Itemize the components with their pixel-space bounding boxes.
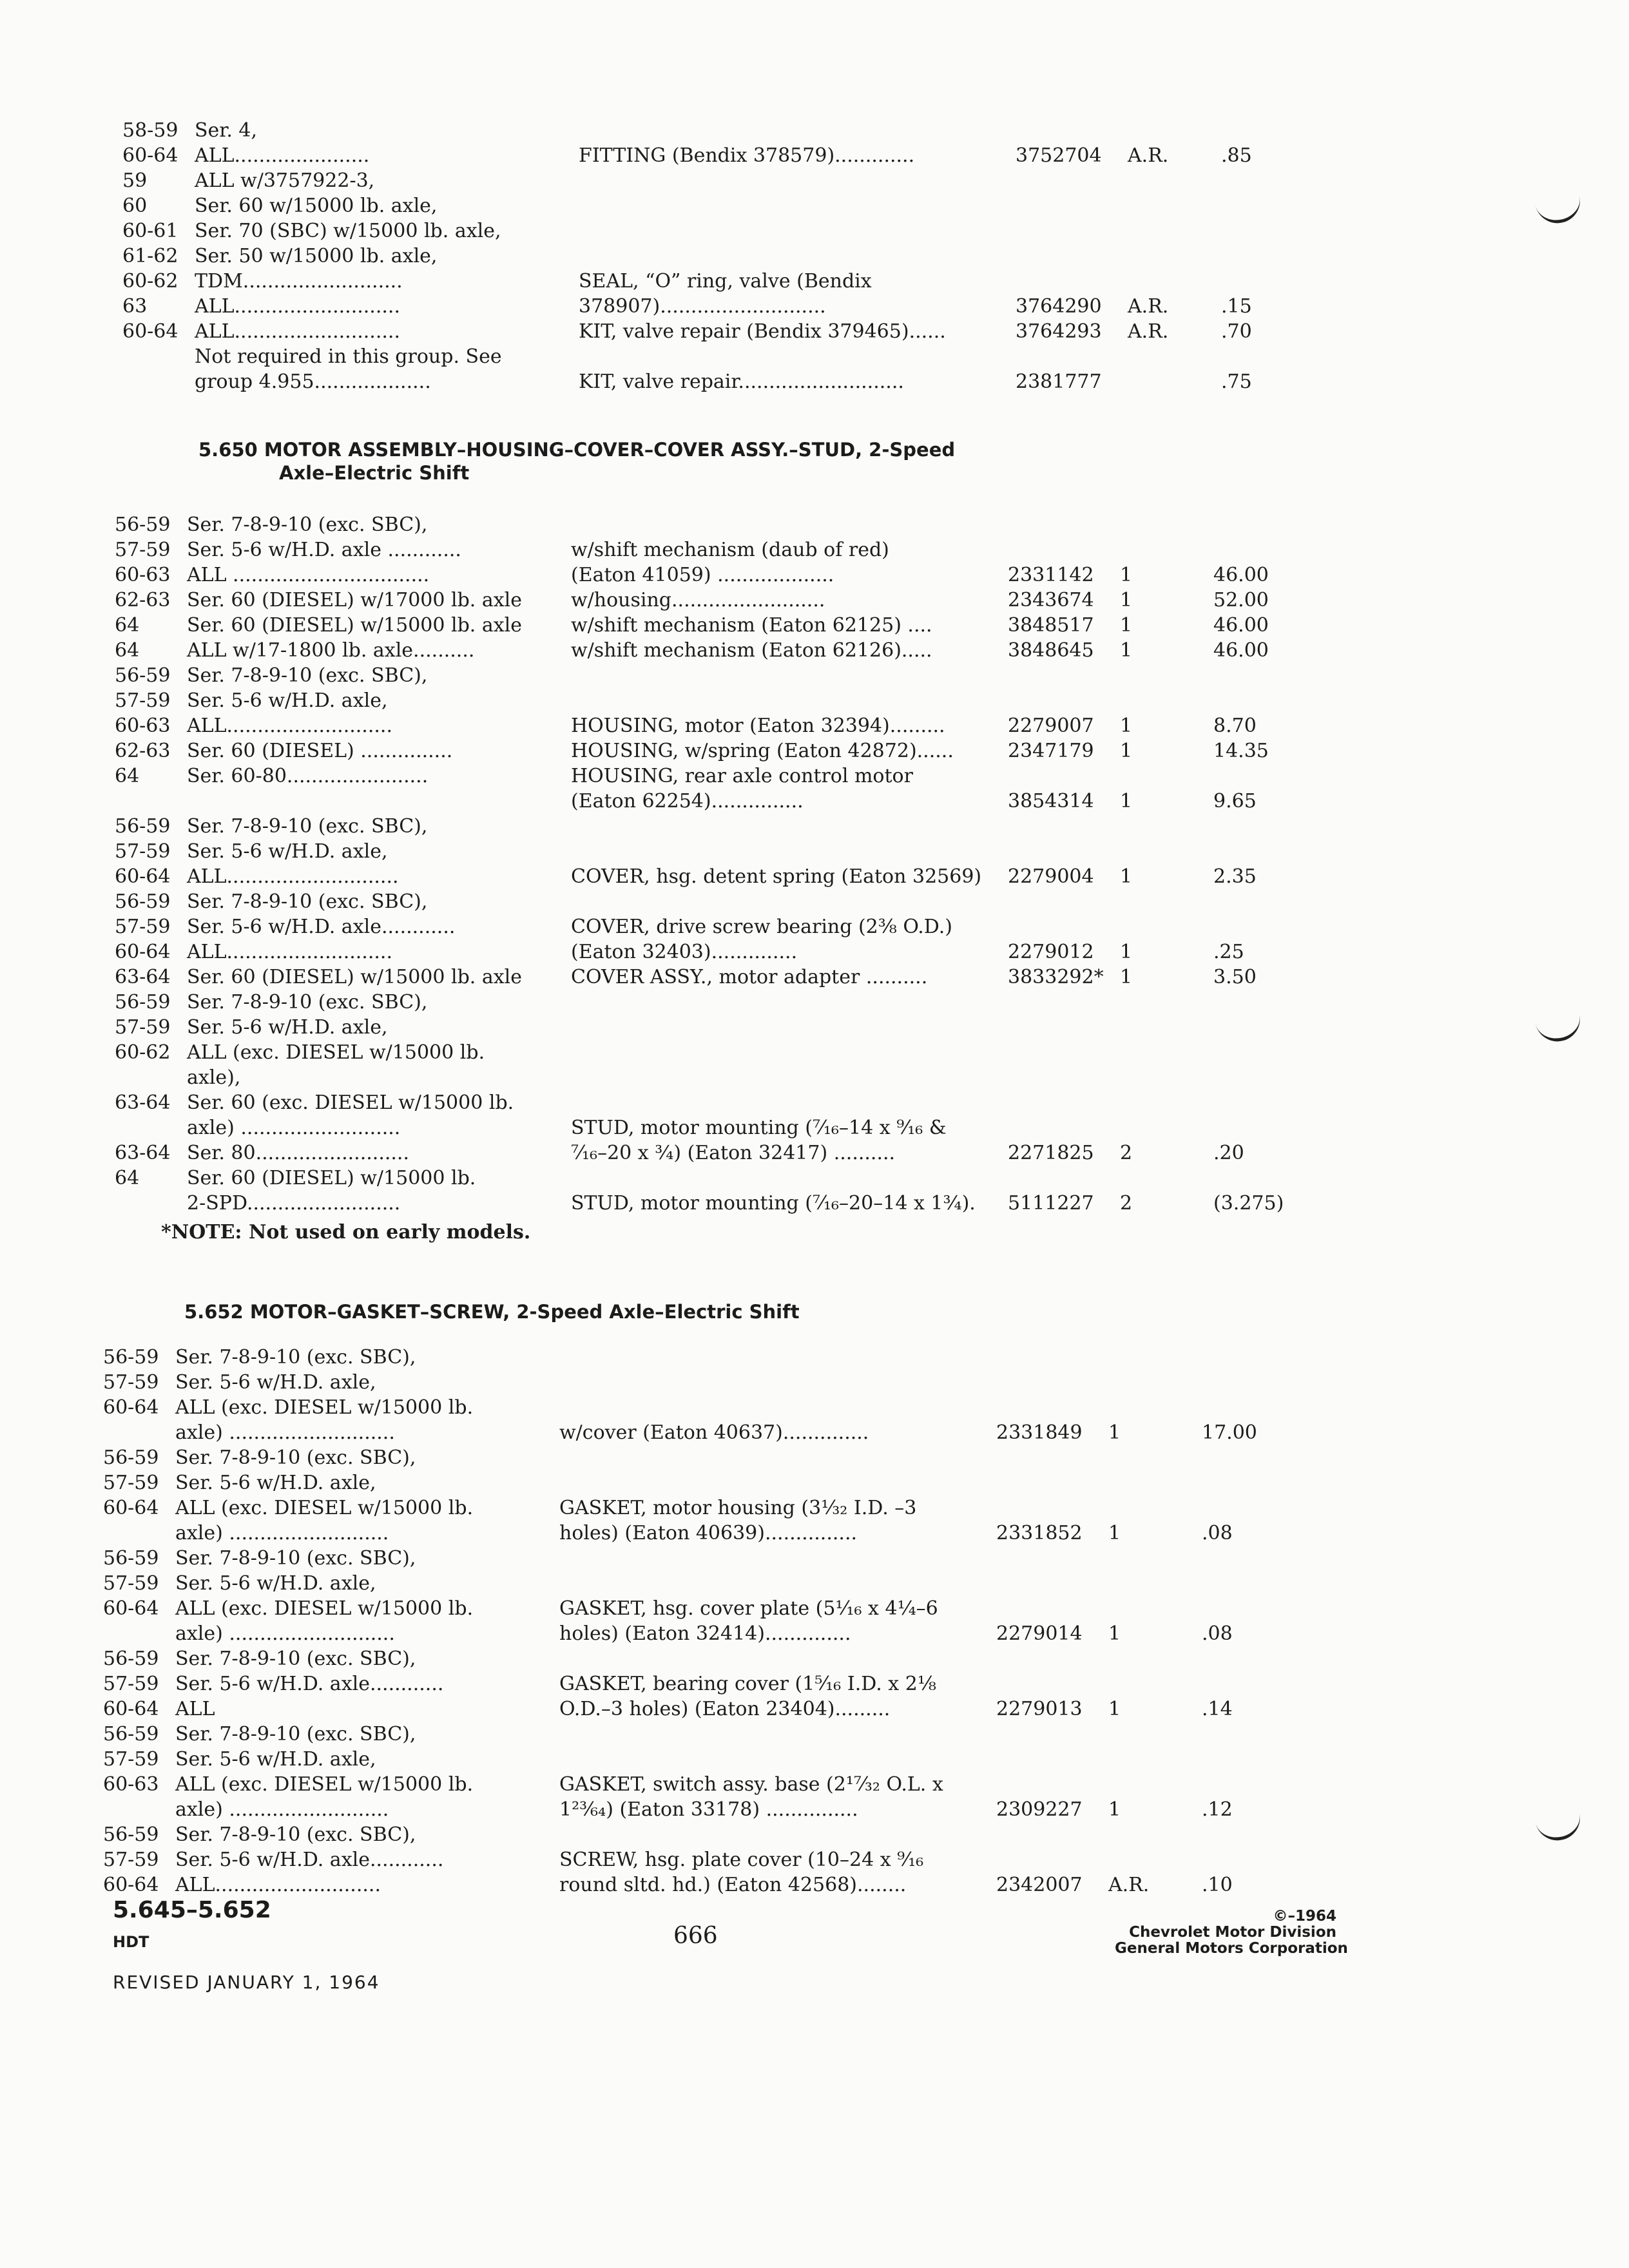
part-number: 2331849 — [996, 1421, 1083, 1444]
top-row — [122, 269, 1282, 294]
part-name: SCREW, hsg. plate cover (10–24 x ⁹⁄₁₆ — [559, 1849, 924, 1871]
application: Ser. 7-8-9-10 (exc. SBC), — [187, 815, 428, 838]
part-number: 3764293 — [1016, 320, 1102, 343]
price: 17.00 — [1202, 1421, 1257, 1444]
application: ALL w/17-1800 lb. axle.......... — [187, 639, 475, 662]
model-years: 56-59 — [103, 1648, 159, 1670]
sec650-row — [115, 814, 1275, 839]
price: 46.00 — [1213, 639, 1269, 662]
model-years: 56-59 — [115, 815, 171, 838]
model-years: 60-61 — [122, 220, 178, 242]
part-number: 3854314 — [1008, 790, 1094, 812]
sec652-row — [103, 1495, 1263, 1521]
sec650-row — [115, 965, 1275, 990]
part-name: w/cover (Eaton 40637).............. — [559, 1421, 869, 1444]
part-number: 2381777 — [1016, 370, 1102, 393]
quantity: 1 — [1108, 1622, 1121, 1645]
price: .08 — [1202, 1522, 1233, 1544]
sec650-row — [115, 914, 1275, 939]
sec652-row — [103, 1872, 1263, 1898]
model-years: 60-64 — [122, 144, 178, 167]
application: Ser. 5-6 w/H.D. axle, — [175, 1748, 376, 1771]
application: Ser. 60 (DIESEL) w/15000 lb. axle — [187, 966, 523, 988]
application: 2-SPD......................... — [187, 1192, 401, 1215]
quantity: 2 — [1120, 1142, 1133, 1164]
quantity: A.R. — [1108, 1874, 1150, 1896]
sec650-row — [115, 613, 1275, 638]
application: ALL........................... — [195, 295, 400, 318]
part-name: COVER, hsg. detent spring (Eaton 32569) — [571, 865, 982, 888]
part-name: O.D.–3 holes) (Eaton 23404)......... — [559, 1698, 891, 1720]
top-row — [122, 319, 1282, 344]
part-number: 2279012 — [1008, 941, 1094, 963]
application: Ser. 5-6 w/H.D. axle, — [187, 689, 388, 712]
model-years: 63-64 — [115, 966, 171, 988]
sec650-row — [115, 562, 1275, 588]
model-years: 56-59 — [115, 664, 171, 687]
scan-margin-mark — [1535, 192, 1585, 227]
sec652-row — [103, 1822, 1263, 1847]
model-years: 61-62 — [122, 245, 178, 267]
sec650-row — [115, 1090, 1275, 1115]
application: Ser. 60 w/15000 lb. axle, — [195, 195, 438, 217]
section-range: 5.645–5.652 — [113, 1897, 271, 1923]
application: Not required in this group. See — [195, 345, 502, 368]
top-row — [122, 369, 1282, 394]
application: Ser. 7-8-9-10 (exc. SBC), — [175, 1648, 416, 1670]
application: Ser. 5-6 w/H.D. axle ............ — [187, 539, 461, 561]
model-years: 57-59 — [115, 916, 171, 938]
model-years: 57-59 — [103, 1673, 159, 1695]
price: 46.00 — [1213, 564, 1269, 586]
application: Ser. 5-6 w/H.D. axle, — [175, 1472, 376, 1494]
sec652-row — [103, 1847, 1263, 1872]
top-row — [122, 143, 1282, 168]
application: ALL........................... — [187, 715, 392, 737]
part-name: KIT, valve repair (Bendix 379465)...... — [579, 320, 946, 343]
application: Ser. 60 (DIESEL) w/15000 lb. — [187, 1167, 476, 1189]
sec650-row — [115, 1140, 1275, 1166]
sec650-row — [115, 1115, 1275, 1140]
price: .70 — [1221, 320, 1252, 343]
part-name: (Eaton 41059) ................... — [571, 564, 834, 586]
division-name: Chevrolet Motor Division — [1129, 1924, 1336, 1941]
sec652-row — [103, 1445, 1263, 1470]
model-years: 57-59 — [103, 1472, 159, 1494]
model-years: 60-64 — [103, 1874, 159, 1896]
part-name: STUD, motor mounting (⁷⁄₁₆–14 x ⁹⁄₁₆ & — [571, 1117, 947, 1139]
sec650-row — [115, 512, 1275, 537]
application: Ser. 60-80....................... — [187, 765, 429, 787]
model-years: 63-64 — [115, 1091, 171, 1114]
sec650-row — [115, 839, 1275, 864]
part-number: 5111227 — [1008, 1192, 1094, 1215]
price: .25 — [1213, 941, 1244, 963]
sec650-row — [115, 789, 1275, 814]
top-row — [122, 193, 1282, 218]
sec650-row — [115, 764, 1275, 789]
part-name: holes) (Eaton 32414).............. — [559, 1622, 851, 1645]
model-years: 57-59 — [115, 539, 171, 561]
application: Ser. 7-8-9-10 (exc. SBC), — [187, 890, 428, 913]
price: 52.00 — [1213, 589, 1269, 611]
section-650-title — [198, 438, 955, 485]
copyright-year: ©–1964 — [1273, 1908, 1336, 1925]
model-years: 56-59 — [115, 991, 171, 1014]
application: Ser. 80......................... — [187, 1142, 409, 1164]
application: Ser. 60 (exc. DIESEL w/15000 lb. — [187, 1091, 514, 1114]
copyright — [1115, 1908, 1348, 1957]
application: Ser. 7-8-9-10 (exc. SBC), — [187, 514, 428, 536]
sec652-row — [103, 1797, 1263, 1822]
model-years: 59 — [122, 169, 148, 192]
quantity: 1 — [1108, 1698, 1121, 1720]
application: TDM.......................... — [195, 270, 403, 293]
price: 14.35 — [1213, 740, 1269, 762]
part-number: 2309227 — [996, 1798, 1083, 1821]
price: 46.00 — [1213, 614, 1269, 637]
application: Ser. 60 (DIESEL) ............... — [187, 740, 453, 762]
part-number: 3833292* — [1008, 966, 1104, 988]
price: .75 — [1221, 370, 1252, 393]
sec652-row — [103, 1671, 1263, 1696]
part-number: 3764290 — [1016, 295, 1102, 318]
application: ALL (exc. DIESEL w/15000 lb. — [175, 1497, 474, 1519]
section-652-parts-list — [103, 1345, 1263, 1898]
application: Ser. 60 (DIESEL) w/15000 lb. axle — [187, 614, 523, 637]
part-number: 2279014 — [996, 1622, 1083, 1645]
sec650-row — [115, 889, 1275, 914]
application: Ser. 5-6 w/H.D. axle, — [175, 1572, 376, 1595]
part-name: HOUSING, motor (Eaton 32394)......... — [571, 715, 945, 737]
model-years: 60-63 — [103, 1773, 159, 1796]
model-years: 64 — [115, 614, 140, 637]
application: Ser. 7-8-9-10 (exc. SBC), — [187, 991, 428, 1014]
top-parts-list — [122, 118, 1282, 394]
quantity: 1 — [1108, 1798, 1121, 1821]
quantity: 1 — [1120, 639, 1133, 662]
top-row — [122, 118, 1282, 143]
application: Ser. 7-8-9-10 (exc. SBC), — [175, 1823, 416, 1846]
quantity: 1 — [1120, 740, 1133, 762]
application: ALL............................ — [187, 865, 399, 888]
price: .85 — [1221, 144, 1252, 167]
model-years: 57-59 — [115, 689, 171, 712]
application: ALL........................... — [195, 320, 400, 343]
corporation-name: General Motors Corporation — [1115, 1940, 1348, 1957]
part-name: SEAL, “O” ring, valve (Bendix — [579, 270, 872, 293]
sec652-row — [103, 1747, 1263, 1772]
model-years: 57-59 — [103, 1572, 159, 1595]
part-name: KIT, valve repair........................... — [579, 370, 904, 393]
price: .14 — [1202, 1698, 1233, 1720]
sec650-row — [115, 713, 1275, 738]
part-number: 2347179 — [1008, 740, 1094, 762]
application: ALL........................... — [175, 1874, 381, 1896]
application: Ser. 5-6 w/H.D. axle, — [187, 1016, 388, 1039]
section-652-title: 5.652 MOTOR–GASKET–SCREW, 2-Speed Axle–Electric Shift — [184, 1301, 800, 1323]
application: ALL (exc. DIESEL w/15000 lb. — [175, 1773, 474, 1796]
model-years: 60-64 — [103, 1396, 159, 1419]
model-years: 56-59 — [103, 1547, 159, 1570]
sec650-row — [115, 638, 1275, 663]
model-years: 57-59 — [103, 1849, 159, 1871]
part-name: HOUSING, w/spring (Eaton 42872)...... — [571, 740, 954, 762]
part-number: 2279013 — [996, 1698, 1083, 1720]
sec650-row — [115, 663, 1275, 688]
model-years: 60-64 — [103, 1497, 159, 1519]
model-years: 63 — [122, 295, 148, 318]
sec652-row — [103, 1370, 1263, 1395]
sec652-row — [103, 1571, 1263, 1596]
sec650-row — [115, 738, 1275, 764]
part-number: 3752704 — [1016, 144, 1102, 167]
hdt-label: HDT — [113, 1933, 149, 1951]
part-name: w/housing......................... — [571, 589, 825, 611]
part-number: 2342007 — [996, 1874, 1083, 1896]
model-years: 60-63 — [115, 564, 171, 586]
application: Ser. 7-8-9-10 (exc. SBC), — [175, 1547, 416, 1570]
part-name: FITTING (Bendix 378579)............. — [579, 144, 915, 167]
top-row — [122, 244, 1282, 269]
model-years: 56-59 — [103, 1446, 159, 1469]
model-years: 62-63 — [115, 589, 171, 611]
sec650-row — [115, 688, 1275, 713]
model-years: 64 — [115, 639, 140, 662]
sec652-row — [103, 1722, 1263, 1747]
application: Ser. 7-8-9-10 (exc. SBC), — [187, 664, 428, 687]
application: Ser. 4, — [195, 119, 258, 142]
price: .12 — [1202, 1798, 1233, 1821]
application: Ser. 60 (DIESEL) w/17000 lb. axle — [187, 589, 523, 611]
part-name: GASKET, motor housing (3⅓₂ I.D. –3 — [559, 1497, 917, 1519]
revised-date: REVISED JANUARY 1, 1964 — [113, 1972, 380, 1993]
quantity: A.R. — [1128, 144, 1169, 167]
part-number: 3848517 — [1008, 614, 1094, 637]
model-years: 60-64 — [103, 1597, 159, 1620]
model-years: 60-62 — [115, 1041, 171, 1064]
part-name: 1²³⁄₆₄) (Eaton 33178) ............... — [559, 1798, 858, 1821]
application: ALL ................................ — [187, 564, 430, 586]
model-years: 64 — [115, 1167, 140, 1189]
part-name: w/shift mechanism (daub of red) — [571, 539, 889, 561]
model-years: 57-59 — [115, 840, 171, 863]
quantity: 1 — [1120, 715, 1133, 737]
application: Ser. 70 (SBC) w/15000 lb. axle, — [195, 220, 501, 242]
sec652-row — [103, 1470, 1263, 1495]
part-number: 2331852 — [996, 1522, 1083, 1544]
model-years: 57-59 — [115, 1016, 171, 1039]
model-years: 56-59 — [115, 514, 171, 536]
application: axle), — [187, 1066, 241, 1089]
top-row — [122, 218, 1282, 244]
sec652-row — [103, 1521, 1263, 1546]
application: Ser. 5-6 w/H.D. axle............ — [187, 916, 456, 938]
model-years: 64 — [115, 765, 140, 787]
application: ALL (exc. DIESEL w/15000 lb. — [175, 1597, 474, 1620]
footnote: *NOTE: Not used on early models. — [161, 1221, 531, 1244]
part-number: 2279007 — [1008, 715, 1094, 737]
part-name: COVER, drive screw bearing (2⅜ O.D.) — [571, 916, 952, 938]
price: 2.35 — [1213, 865, 1257, 888]
part-name: (Eaton 62254)............... — [571, 790, 804, 812]
application: axle) .......................... — [187, 1117, 401, 1139]
model-years: 57-59 — [103, 1748, 159, 1771]
quantity: 1 — [1120, 966, 1133, 988]
quantity: 1 — [1120, 790, 1133, 812]
sec652-row — [103, 1420, 1263, 1445]
model-years: 56-59 — [103, 1723, 159, 1745]
top-row — [122, 294, 1282, 319]
scan-margin-mark — [1535, 1010, 1585, 1046]
price: .20 — [1213, 1142, 1244, 1164]
application: Ser. 7-8-9-10 (exc. SBC), — [175, 1446, 416, 1469]
sec650-row — [115, 1166, 1275, 1191]
application: axle) ........................... — [175, 1421, 395, 1444]
quantity: 2 — [1120, 1192, 1133, 1215]
model-years: 63-64 — [115, 1142, 171, 1164]
application: ALL w/3757922-3, — [195, 169, 375, 192]
model-years: 62-63 — [115, 740, 171, 762]
model-years: 60-64 — [122, 320, 178, 343]
sec650-row — [115, 1191, 1284, 1216]
price: .10 — [1202, 1874, 1233, 1896]
application: ALL...................... — [195, 144, 370, 167]
model-years: 56-59 — [103, 1823, 159, 1846]
model-years: 60-63 — [115, 715, 171, 737]
price: 8.70 — [1213, 715, 1257, 737]
application: axle) .......................... — [175, 1798, 389, 1821]
sec650-row — [115, 1015, 1275, 1040]
quantity: 1 — [1120, 941, 1133, 963]
scan-margin-mark — [1535, 1809, 1585, 1845]
sec652-row — [103, 1395, 1263, 1420]
page-number: 666 — [673, 1923, 718, 1949]
model-years: 60-64 — [115, 941, 171, 963]
part-name: GASKET, hsg. cover plate (5⅟₁₆ x 4¼–6 — [559, 1597, 938, 1620]
application: Ser. 5-6 w/H.D. axle, — [187, 840, 388, 863]
section-650-title-line1: 5.650 MOTOR ASSEMBLY–HOUSING–COVER–COVER ASSY.–STUD, 2-Speed — [198, 439, 956, 461]
top-row — [122, 344, 1282, 369]
section-650-title-line2: Axle–Electric Shift — [279, 462, 470, 484]
part-name: w/shift mechanism (Eaton 62126)..... — [571, 639, 932, 662]
quantity: 1 — [1120, 865, 1133, 888]
price: 9.65 — [1213, 790, 1257, 812]
part-number: 2271825 — [1008, 1142, 1094, 1164]
part-name: w/shift mechanism (Eaton 62125) .... — [571, 614, 932, 637]
part-name: STUD, motor mounting (⁷⁄₁₆–20–14 x 1¾). — [571, 1192, 976, 1215]
application: Ser. 5-6 w/H.D. axle............ — [175, 1849, 444, 1871]
application: axle) ........................... — [175, 1622, 395, 1645]
part-name: HOUSING, rear axle control motor — [571, 765, 913, 787]
application: ALL........................... — [187, 941, 392, 963]
sec652-row — [103, 1696, 1263, 1722]
quantity: 1 — [1120, 614, 1133, 637]
model-years: 60-64 — [103, 1698, 159, 1720]
quantity: 1 — [1108, 1522, 1121, 1544]
application: Ser. 5-6 w/H.D. axle............ — [175, 1673, 444, 1695]
application: ALL (exc. DIESEL w/15000 lb. — [175, 1396, 474, 1419]
part-name: holes) (Eaton 40639)............... — [559, 1522, 858, 1544]
price: (3.275) — [1213, 1192, 1284, 1215]
application: axle) .......................... — [175, 1522, 389, 1544]
price: 3.50 — [1213, 966, 1257, 988]
sec650-row — [115, 990, 1275, 1015]
sec650-row — [115, 537, 1275, 562]
application: Ser. 7-8-9-10 (exc. SBC), — [175, 1723, 416, 1745]
application: Ser. 5-6 w/H.D. axle, — [175, 1371, 376, 1394]
quantity: A.R. — [1128, 320, 1169, 343]
model-years: 60-64 — [115, 865, 171, 888]
part-number: 2343674 — [1008, 589, 1094, 611]
model-years: 58-59 — [122, 119, 178, 142]
sec650-row — [115, 588, 1275, 613]
sec650-row — [115, 939, 1275, 965]
quantity: 1 — [1120, 564, 1133, 586]
quantity: 1 — [1108, 1421, 1121, 1444]
part-name: ⁷⁄₁₆–20 x ¾) (Eaton 32417) .......... — [571, 1142, 896, 1164]
model-years: 60-62 — [122, 270, 178, 293]
application: Ser. 50 w/15000 lb. axle, — [195, 245, 438, 267]
section-650-parts-list — [115, 512, 1284, 1216]
sec652-row — [103, 1646, 1263, 1671]
sec650-row — [115, 1040, 1275, 1065]
application: ALL (exc. DIESEL w/15000 lb. — [187, 1041, 485, 1064]
application: group 4.955................... — [195, 370, 431, 393]
part-name: 378907)........................... — [579, 295, 826, 318]
sec652-row — [103, 1621, 1263, 1646]
price: .08 — [1202, 1622, 1233, 1645]
model-years: 57-59 — [103, 1371, 159, 1394]
price: .15 — [1221, 295, 1252, 318]
part-number: 3848645 — [1008, 639, 1094, 662]
model-years: 60 — [122, 195, 148, 217]
part-name: round sltd. hd.) (Eaton 42568)........ — [559, 1874, 907, 1896]
quantity: 1 — [1120, 589, 1133, 611]
application: Ser. 7-8-9-10 (exc. SBC), — [175, 1346, 416, 1369]
sec652-row — [103, 1772, 1263, 1797]
sec652-row — [103, 1345, 1263, 1370]
part-name: (Eaton 32403).............. — [571, 941, 798, 963]
part-name: COVER ASSY., motor adapter .......... — [571, 966, 928, 988]
part-name: GASKET, bearing cover (1⁵⁄₁₆ I.D. x 2⅛ — [559, 1673, 936, 1695]
sec652-row — [103, 1546, 1263, 1571]
sec650-row — [115, 1065, 1275, 1090]
part-number: 2331142 — [1008, 564, 1094, 586]
quantity: A.R. — [1128, 295, 1169, 318]
top-row — [122, 168, 1282, 193]
part-number: 2279004 — [1008, 865, 1094, 888]
model-years: 56-59 — [115, 890, 171, 913]
sec652-row — [103, 1596, 1263, 1621]
sec650-row — [115, 864, 1275, 889]
application: ALL — [175, 1698, 215, 1720]
part-name: GASKET, switch assy. base (2¹⁷⁄₃₂ O.L. x — [559, 1773, 943, 1796]
model-years: 56-59 — [103, 1346, 159, 1369]
